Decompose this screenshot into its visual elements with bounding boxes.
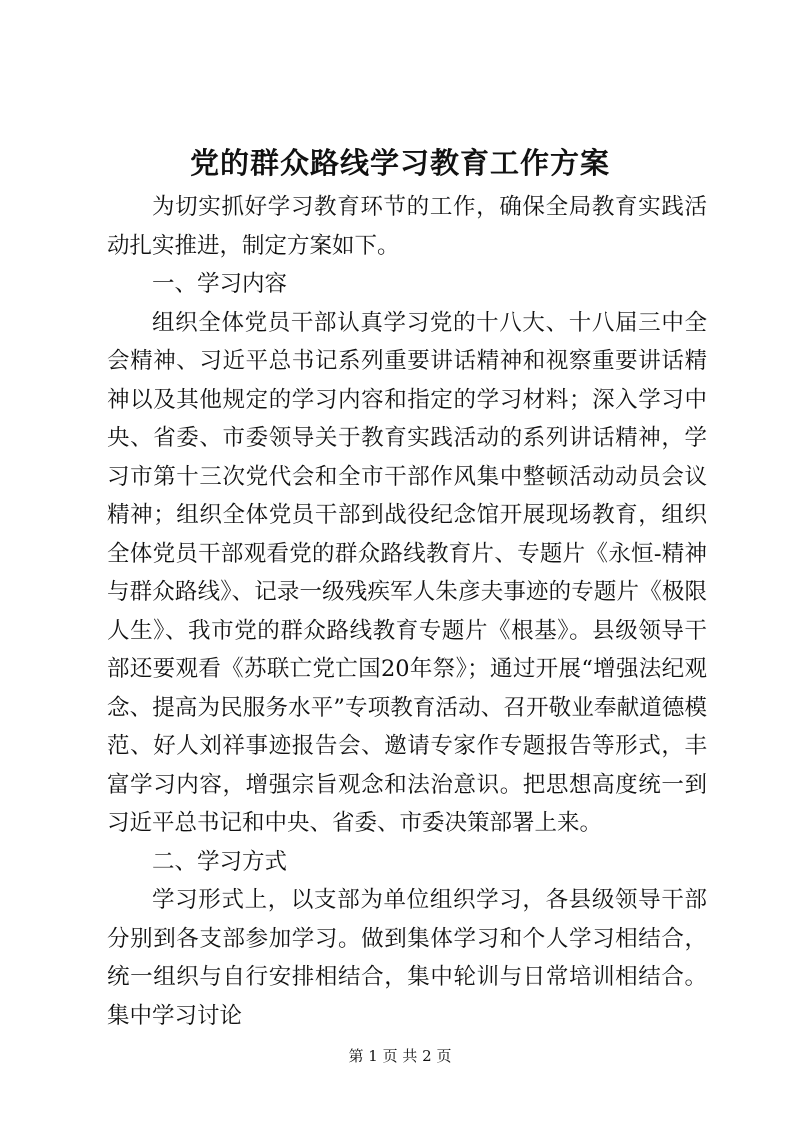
intro-paragraph: 为切实抓好学习教育环节的工作，确保全局教育实践活动扎实推进，制定方案如下。 <box>107 194 707 259</box>
page-footer: 第 1 页 共 2 页 <box>348 1047 452 1065</box>
document-title: 党的群众路线学习教育工作方案 <box>189 146 610 180</box>
section-heading-study-content: 一、学习内容 <box>152 271 288 297</box>
study-method-paragraph: 学习形式上，以支部为单位组织学习，各县级领导干部分别到各支部参加学习。做到集体学习和个人学习相结合，统一组织与自行安排相结合，集中轮训与日常培训相结合。集中学习讨论 <box>107 887 707 1029</box>
study-content-paragraph: 组织全体党员干部认真学习党的十八大、十八届三中全会精神、习近平总书记系列重要讲话精神和视察重要讲话精神以及其他规定的学习内容和指定的学习材料；深入学习中央、省委、市委领导关于教育实践活动的系列讲话精神，学习市第十三次党代会和全市干部作风集中整顿活动动员会议精神；组织全体党员干部到战役纪念馆开展现场教育，组织全体党员干部观看党的群众路线教育片、专题片《永恒-精神与群众路线》、记录一级残疾军人朱彦夫事迹的专题片《极限人生》、我市党的群众路线教育专题片《根基》。县级领导干部还要观看《苏联亡党亡国20年祭》；通过开展“增强法纪观念、提高为民服务水平”专项教育活动、召开敬业奉献道德模范、好人刘祥事迹报告会、邀请专家作专题报告等形式，丰富学习内容，增强宗旨观念和法治意识。把思想高度统一到习近平总书记和中央、省委、市委决策部署上来。 <box>107 309 707 836</box>
section-heading-study-method: 二、学习方式 <box>152 848 288 875</box>
document-body <box>107 188 707 1035</box>
